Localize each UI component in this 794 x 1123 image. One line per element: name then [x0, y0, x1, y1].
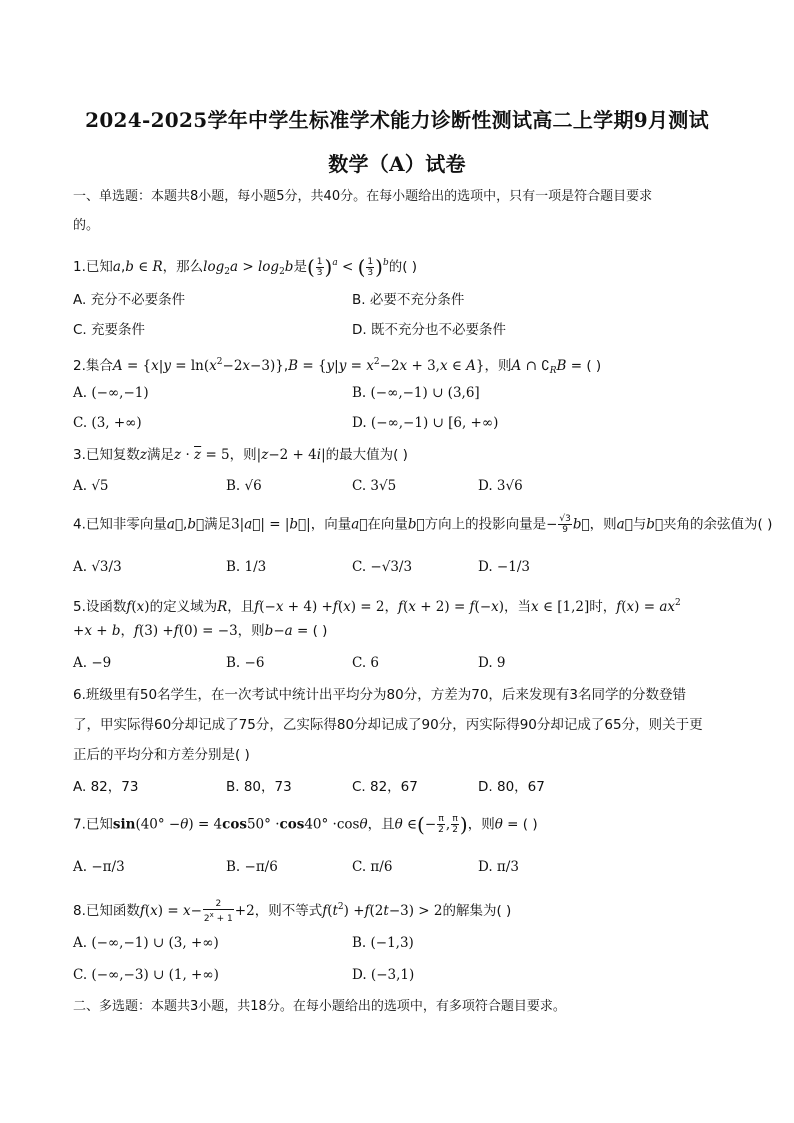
question-6: 6.班级里有50名学生，在一次考试中统计出平均分为80分，方差为70，后来发现有3名同学的分数登错 [73, 687, 687, 703]
q4-option-c: C. −√3/3 [352, 559, 413, 575]
question-8: 8.已知函数f(x) = x− $\frac{2}{2^x + 1}$ +2，则不等式$f(t^2) +f(2t-3) > 2$的解集为( ) [73, 898, 512, 924]
q5-option-d: D. 9 [478, 655, 506, 671]
question-1: 1.已知a,b ∈ R，那么$\log_2a > \log_2b$是( $\frac{1}{3}$ )$^a$ < ( $\frac{1}{3}$ )$^b$的( ) [73, 255, 418, 279]
question-5: 5.设函数f(x)的定义域为R，且f(−x + 4) +f(x) = 2，f(x + 2) = f(−x)，当x ∈ [1,2]时，$f(x) = ax^2$ [73, 598, 681, 615]
q8-option-a: A. (−∞,−1) ∪ (3, +∞) [73, 935, 219, 951]
section1-heading-cont: 的。 [73, 218, 100, 233]
q3-option-b: B. √6 [226, 478, 262, 494]
q7-option-c: C. π/6 [352, 859, 393, 875]
q4-option-a: A. √3/3 [73, 559, 122, 575]
q3-option-d: D. 3√6 [478, 478, 523, 494]
q6-option-c: C. 82，67 [352, 779, 418, 795]
q6-option-a: A. 82，73 [73, 779, 139, 795]
q5-option-a: A. −9 [73, 655, 112, 671]
q3-option-a: A. √5 [73, 478, 109, 494]
q2-option-c: C. (3, +∞) [73, 415, 142, 431]
q8-option-c: C. (−∞,−3) ∪ (1, +∞) [73, 967, 219, 983]
question-6-cont2: 正后的平均分和方差分别是( ) [73, 747, 250, 763]
q8-option-d: D. (−3,1) [352, 967, 415, 983]
question-5-cont: +x + b，f(3) +f(0) = −3，则b−a = ( ) [73, 623, 328, 639]
page-subtitle: 数学（A）试卷 [328, 152, 466, 176]
q1-option-a: A. 充分不必要条件 [73, 292, 186, 308]
q6-option-b: B. 80，73 [226, 779, 292, 795]
q1-option-b: B. 必要不充分条件 [352, 292, 465, 308]
q2-option-b: B. (−∞,−1) ∪ (3,6] [352, 385, 480, 401]
q6-option-d: D. 80，67 [478, 779, 545, 795]
q2-option-d: D. (−∞,−1) ∪ [6, +∞) [352, 415, 499, 431]
q4-option-b: B. 1/3 [226, 559, 267, 575]
question-3: 3.已知复数z满足$z \cdot \overline{z} = 5$，则|z−2 + 4i|的最大值为( ) [73, 447, 408, 463]
q4-option-d: D. −1/3 [478, 559, 530, 575]
section2-heading: 二、多选题：本题共3小题，共18分。在每小题给出的选项中，有多项符合题目要求。 [73, 999, 566, 1014]
question-6-cont1: 了，甲实际得60分却记成了75分，乙实际得80分却记成了90分，丙实际得90分却记成了65分，则关于更 [73, 717, 703, 733]
page-title: 2024-2025学年中学生标准学术能力诊断性测试高二上学期9月测试 [85, 108, 709, 132]
q5-option-b: B. −6 [226, 655, 265, 671]
q2-option-a: A. (−∞,−1) [73, 385, 149, 401]
q7-option-d: D. π/3 [478, 859, 519, 875]
question-7: 7.已知sin(40° −θ) = 4cos50° ·cos40° ·cosθ，且θ ∈(− $\frac{\pi}{2}$ , $\frac{\pi}{2}$ )，则θ = ( ) [73, 812, 538, 837]
q7-option-b: B. −π/6 [226, 859, 278, 875]
q7-option-a: A. −π/3 [73, 859, 125, 875]
question-4: 4.已知非零向量a⃗,b⃗满足3|a⃗| = |b⃗|，向量a⃗在向量b⃗方向上的投影向量是− $\frac{√3}{9}$ b⃗，则a⃗与b⃗夹角的余弦值为( ) [73, 514, 773, 535]
q3-option-c: C. 3√5 [352, 478, 397, 494]
q1-option-d: D. 既不充分也不必要条件 [352, 322, 506, 338]
q8-option-b: B. (−1,3) [352, 935, 414, 951]
q5-option-c: C. 6 [352, 655, 380, 671]
q1-option-c: C. 充要条件 [73, 322, 146, 338]
section1-heading: 一、单选题：本题共8小题，每小题5分，共40分。在每小题给出的选项中，只有一项是符合题目要求 [73, 189, 653, 204]
question-2: 2.集合$A = \{x|y = \ln(x^2-2x-3)\},B = \{y|y = x^2-2x + 3,x$ ∈ A}，则A ∩ $∁_RB$ = ( ) [73, 357, 602, 376]
